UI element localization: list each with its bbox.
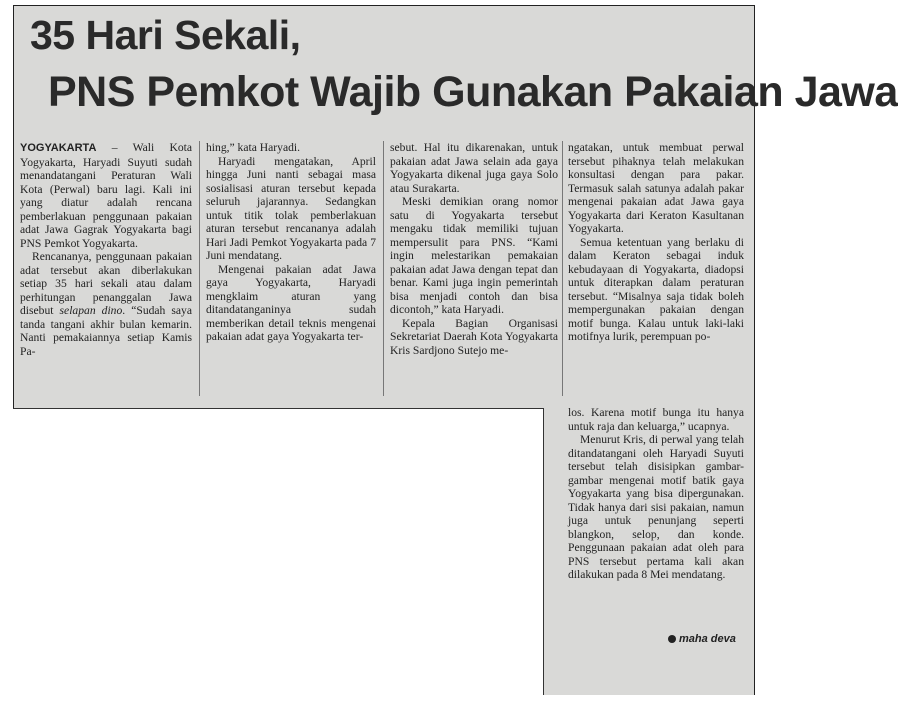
paragraph (20, 250, 192, 358)
paragraph: ngatakan, untuk membuat perwal tersebut pihaknya telah melakukan konsultasi dengan para pakar. Termasuk salah satunya adalah pakar mengenai pakaian adat Jawa gaya Yogyakarta dari Keraton Kasultanan Yogyakarta. (568, 141, 744, 235)
italic-term: selapan dino (59, 304, 123, 317)
paragraph: Haryadi mengatakan, April hingga Juni nanti sebagai masa sosialisasi aturan tersebut kepada seluruh jajarannya. Sedangkan untuk titik tolak pemberlakuan aturan tersebut rencananya adalah Hari Jadi Pemkot Yogyakarta pada 7 Juni mendatang. (206, 154, 376, 262)
headline-line-2: PNS Pemkot Wajib Gunakan Pakaian Jawa (48, 68, 898, 116)
background-blank-area (0, 408, 544, 709)
byline (668, 633, 736, 645)
article-column-2 (206, 141, 376, 344)
paragraph: hing,” kata Haryadi. (206, 141, 301, 154)
clipping-edge (543, 408, 544, 695)
article-column-3 (390, 141, 558, 357)
paragraph: Menurut Kris, di perwal yang telah ditandatangani oleh Haryadi Suyuti tersebut telah disisipkan gambar-gambar mengenai motif batik gaya Yogyakarta yang bisa dipergunakan. Tidak hanya dari sisi pakaian, namun juga untuk penunjang seperti blangkon, selop, dan konde. Penggunaan pakaian adat oleh para PNS tersebut pertama kali akan dilakukan pada 8 Mei mendatang. (568, 433, 744, 581)
column-rule (199, 141, 200, 396)
paragraph-text: – Wali Kota Yogyakarta, Haryadi Suyuti sudah menandatangani Peraturan Wali Kota (Perwal) baru lagi. Kali ini yang diatur adalah rencana pemberlakuan penggunaan pakaian adat Jawa Gagrak Yogyakarta bagi PNS Pemkot Yogyakarta. (20, 141, 192, 250)
column-rule (383, 141, 384, 396)
clipping-edge (13, 5, 14, 408)
paragraph: Meski demikian orang nomor satu di Yogyakarta tersebut mengaku tidak memiliki tujuan mempersulit para PNS. “Kami ingin melestarikan pemakaian pakaian adat Jawa dengan tepat dan benar. Kami juga ingin pemerintah bisa menjadi contoh dan bisa dicontoh,” kata Haryadi. (390, 195, 558, 316)
paragraph (20, 141, 192, 250)
background-margin (0, 0, 13, 408)
paragraph: Kepala Bagian Organisasi Sekretariat Daerah Kota Yogyakarta Kris Sardjono Sutejo me- (390, 316, 558, 357)
paragraph: Semua ketentuan yang berlaku di dalam Keraton sebagai induk kebudayaan di Yogyakarta, diadopsi untuk diterapkan dalam peraturan tersebut. “Misalnya saja tidak boleh mempergunakan pakaian dengan motif bunga. Kalau untuk laki-laki motifnya lurik, perempuan po- (568, 235, 744, 343)
headline-line-1: 35 Hari Sekali, (30, 12, 301, 58)
background-margin (544, 695, 759, 709)
paragraph: los. Karena motif bunga itu hanya untuk raja dan keluarga,” ucapnya. (568, 406, 744, 433)
paragraph-text: Rencananya, penggunaan pakaian adat tersebut akan diberlakukan setiap 35 hari sekali atau dalam perhitungan penanggalan Jawa disebut (20, 250, 192, 317)
paragraph-text: . “Sudah saya tanda tangani akhir bulan kemarin. Nanti pemakaiannya setiap Kamis Pa- (20, 304, 193, 358)
article-column-1 (20, 141, 192, 358)
clipping-edge (13, 5, 754, 6)
article-column-5 (568, 406, 744, 582)
paragraph: sebut. Hal itu dikarenakan, untuk pakaian adat Jawa selain ada gaya Yogyakarta dikenal juga gaya Solo atau Surakarta. (390, 141, 558, 195)
clipping-edge (13, 408, 544, 409)
paragraph: Mengenai pakaian adat Jawa gaya Yogyakarta, Haryadi mengklaim aturan yang ditandatanganinya sudah memberikan detail teknis mengenai pakaian adat gaya Yogyakarta ter- (206, 262, 376, 343)
article-column-4 (568, 141, 744, 344)
column-rule (562, 141, 563, 396)
bullet-icon (668, 635, 676, 643)
byline-text: maha deva (679, 633, 736, 645)
dateline: YOGYAKARTA (20, 142, 97, 154)
